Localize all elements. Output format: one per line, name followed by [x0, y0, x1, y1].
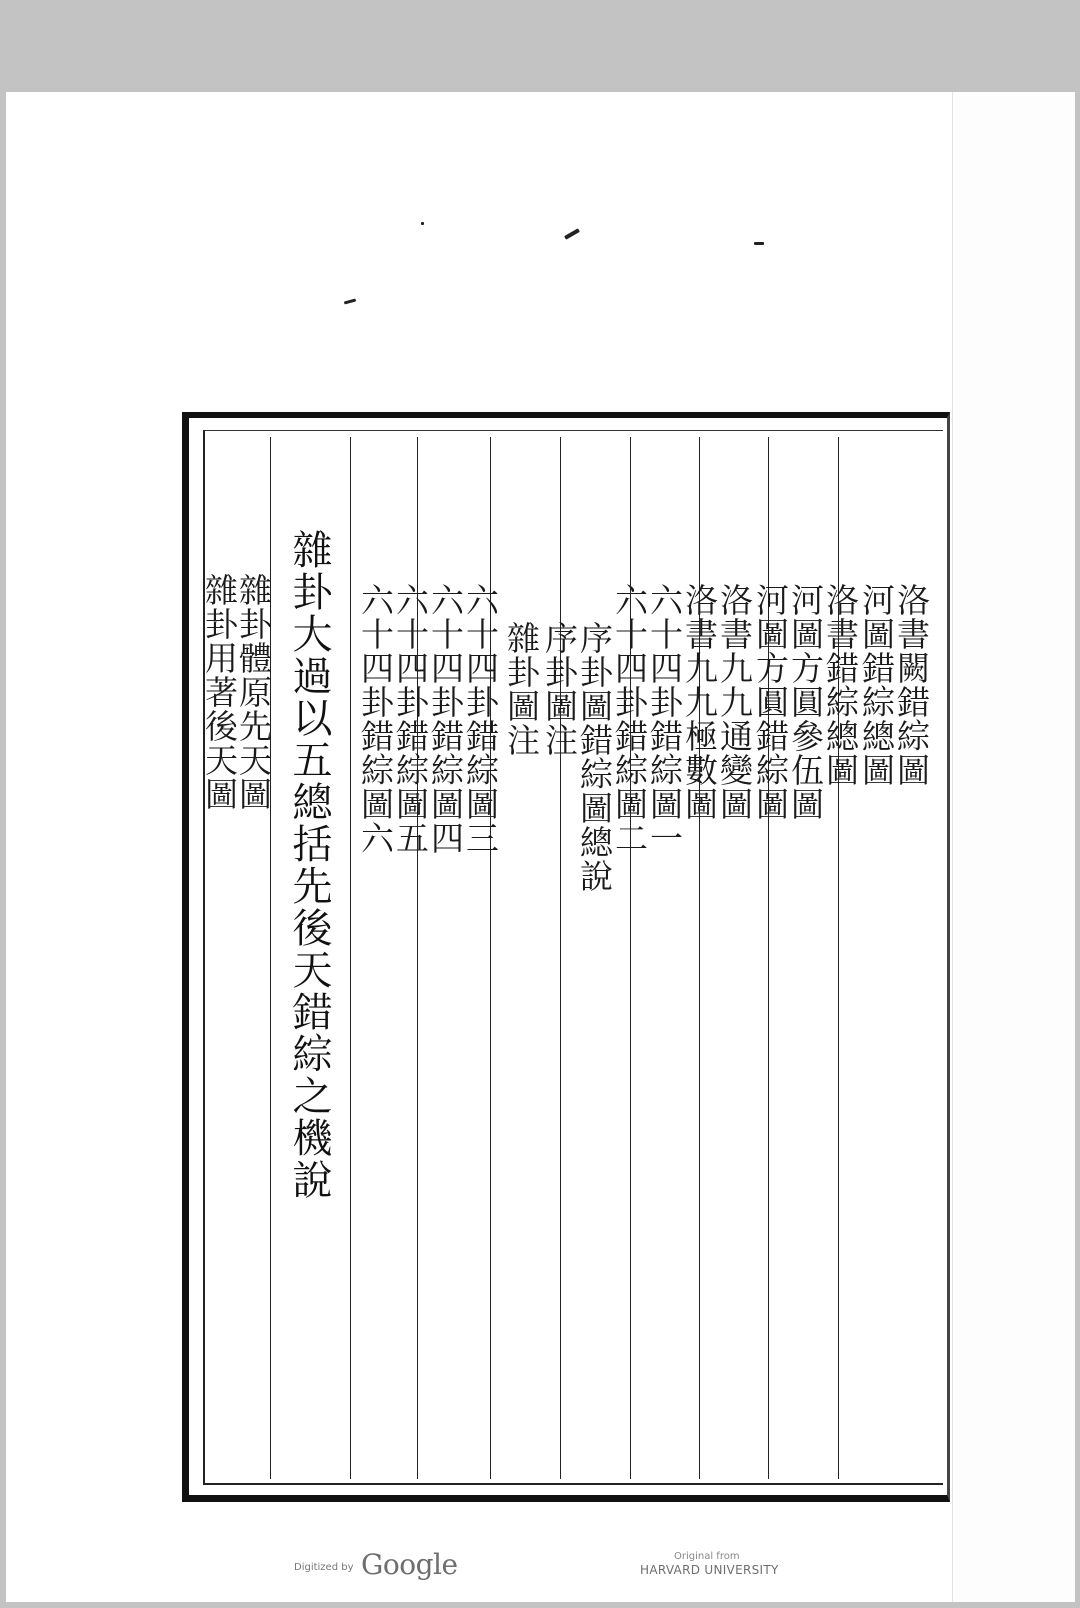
- toc-entry: 河圖方圓參伍圖: [786, 583, 825, 821]
- google-logo: Google: [361, 1548, 458, 1581]
- toc-entry: 六十四卦錯綜圖四: [426, 583, 465, 855]
- ink-speck: [344, 298, 356, 304]
- viewer-toolbar: [0, 0, 1080, 92]
- toc-entry: 雜卦體原先天圖: [234, 573, 273, 811]
- toc-entry: 六十四卦錯綜圖一: [645, 583, 684, 855]
- toc-entry: 六十四卦錯綜圖二: [610, 583, 649, 855]
- ink-speck: [754, 242, 764, 245]
- toc-entry: 洛書九九極數圖: [680, 583, 719, 821]
- column-rule: [560, 437, 561, 1479]
- digitized-by-label: Digitized by: [294, 1562, 354, 1573]
- toc-entry: 洛書錯綜總圖: [821, 583, 860, 787]
- ink-speck: [421, 222, 424, 225]
- toc-entry: 洛書九九通變圖: [715, 583, 754, 821]
- toc-entry: 河圖方圓錯綜圖: [751, 583, 790, 821]
- scanned-page: [6, 92, 1074, 1602]
- frame-inner-rule: [200, 430, 943, 1485]
- toc-entry: 六十四卦錯綜圖三: [461, 583, 500, 855]
- original-from-label: Original from: [674, 1551, 740, 1562]
- toc-entry: 洛書闕錯綜圖: [892, 583, 931, 787]
- toc-entry: 雜卦用著後天圖: [200, 573, 239, 811]
- toc-entry: 六十四卦錯綜圖六: [356, 583, 395, 855]
- toc-entry: 序卦圖錯綜圖總說: [575, 621, 614, 893]
- toc-entry: 雜卦圖注: [502, 621, 541, 757]
- page-edge-strip: [952, 92, 1075, 1602]
- ink-speck: [564, 228, 580, 239]
- toc-entry-title: 雜卦大過以五總括先後天錯綜之機說: [286, 529, 332, 1201]
- harvard-label: HARVARD UNIVERSITY: [640, 1563, 779, 1577]
- toc-entry: 六十四卦錯綜圖五: [391, 583, 430, 855]
- toc-entry: 河圖錯綜總圖: [857, 583, 896, 787]
- column-rule: [350, 437, 351, 1479]
- toc-entry: 序卦圖注: [540, 621, 579, 757]
- page-frame: [182, 412, 950, 1502]
